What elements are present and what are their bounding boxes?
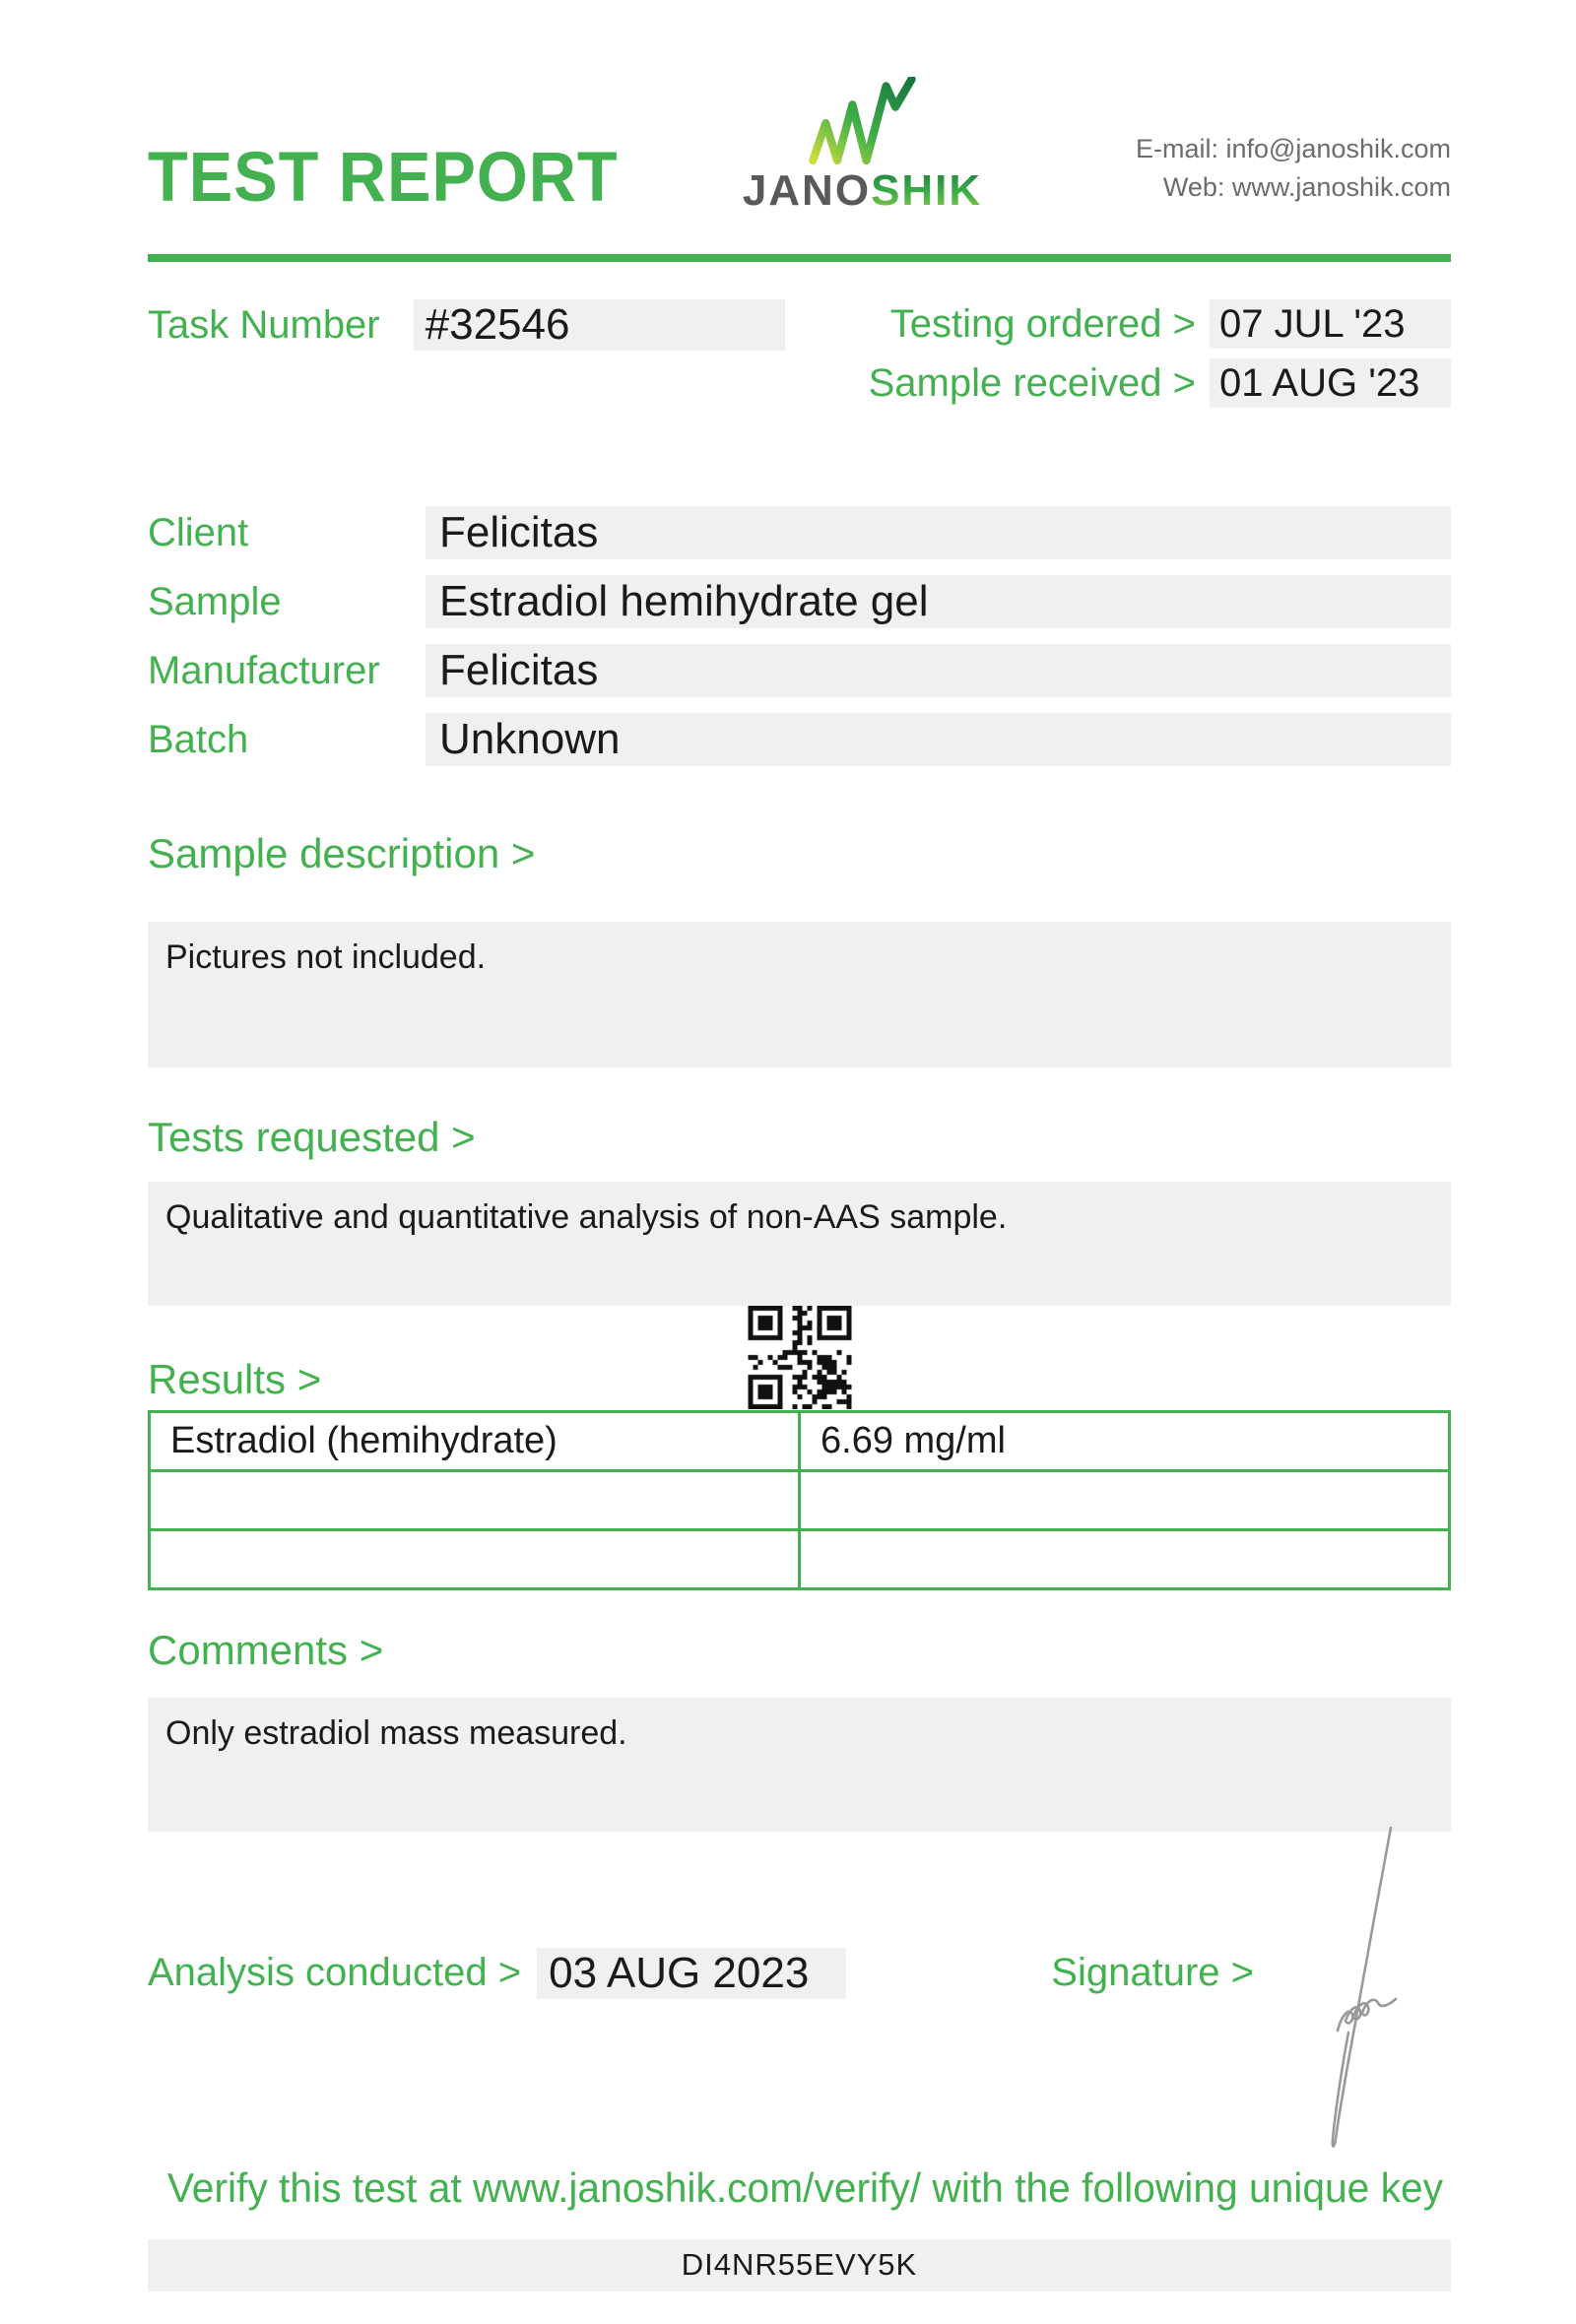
table-row — [150, 1471, 1450, 1530]
signature-label: Signature > — [1051, 1951, 1254, 1995]
results-title: Results > — [148, 1356, 322, 1403]
testing-ordered-value: 07 JUL '23 — [1210, 299, 1451, 349]
tests-requested-box — [148, 1182, 1451, 1306]
sample-description-title: Sample description > — [148, 830, 536, 876]
janoshik-logo — [743, 77, 982, 213]
testing-ordered-label: Testing ordered > — [889, 301, 1196, 346]
tests-requested-text: Qualitative and quantitative analysis of non-AAS sample. — [165, 1198, 1008, 1237]
sample-value: Estradiol hemihydrate gel — [426, 575, 1451, 628]
result-value-cell — [800, 1530, 1450, 1589]
sample-info-fields — [148, 506, 1451, 766]
logo-wordmark — [742, 166, 983, 215]
table-row — [150, 1412, 1450, 1471]
task-number-value: #32546 — [414, 299, 785, 351]
field-row-client — [148, 506, 1451, 559]
result-value-cell: 6.69 mg/ml — [800, 1412, 1450, 1471]
results-table — [148, 1410, 1451, 1590]
field-row-sample — [148, 575, 1451, 628]
comments-title: Comments > — [148, 1627, 384, 1674]
task-number-group — [148, 299, 785, 351]
sample-received-row — [869, 358, 1451, 408]
field-row-batch — [148, 713, 1451, 766]
sample-description-box — [148, 922, 1451, 1067]
batch-label: Batch — [148, 717, 249, 761]
tests-requested-title: Tests requested > — [148, 1114, 476, 1161]
field-row-manufacturer — [148, 644, 1451, 697]
page-title: TEST REPORT — [148, 139, 619, 217]
analysis-conducted-label: Analysis conducted > — [148, 1951, 522, 1995]
verify-instruction: Verify this test at www.janoshik.com/verify/ with the following unique key — [166, 2163, 1444, 2211]
contact-email: E-mail: info@janoshik.com — [1135, 133, 1451, 163]
result-analyte-cell: Estradiol (hemihydrate) — [150, 1412, 800, 1471]
analysis-conducted-value: 03 AUG 2023 — [537, 1948, 846, 1999]
logo-text-jano: JANO — [742, 166, 872, 215]
manufacturer-value: Felicitas — [426, 644, 1451, 697]
manufacturer-label: Manufacturer — [148, 648, 380, 692]
sample-description-text: Pictures not included. — [165, 938, 487, 977]
contact-web: Web: www.janoshik.com — [1162, 171, 1451, 202]
dates-group — [869, 299, 1451, 408]
comments-text: Only estradiol mass measured. — [165, 1713, 627, 1752]
table-row — [150, 1530, 1450, 1589]
contact-info — [1136, 130, 1451, 213]
comments-box — [148, 1698, 1451, 1832]
sample-received-label: Sample received > — [868, 360, 1196, 405]
qr-code — [748, 1306, 851, 1409]
sample-label: Sample — [148, 579, 282, 623]
result-value-cell — [800, 1471, 1450, 1530]
result-analyte-cell — [150, 1530, 800, 1589]
results-header — [148, 1306, 1451, 1410]
analysis-signature-row — [148, 1948, 1451, 1999]
header-divider — [148, 254, 1451, 262]
sample-received-value: 01 AUG '23 — [1210, 358, 1451, 408]
unique-key-value: DI4NR55EVY5K — [681, 2247, 918, 2283]
client-value: Felicitas — [426, 506, 1451, 559]
batch-value: Unknown — [426, 713, 1451, 766]
task-number-label: Task Number — [148, 302, 380, 347]
client-label: Client — [148, 510, 249, 554]
testing-ordered-row — [869, 299, 1451, 349]
unique-key-box — [148, 2239, 1451, 2292]
chart-up-logo-icon — [798, 77, 928, 167]
report-header — [148, 77, 1451, 217]
analysis-conducted-group — [148, 1948, 846, 1999]
logo-text-shik: SHIK — [871, 166, 983, 215]
result-analyte-cell — [150, 1471, 800, 1530]
task-section — [148, 299, 1451, 408]
